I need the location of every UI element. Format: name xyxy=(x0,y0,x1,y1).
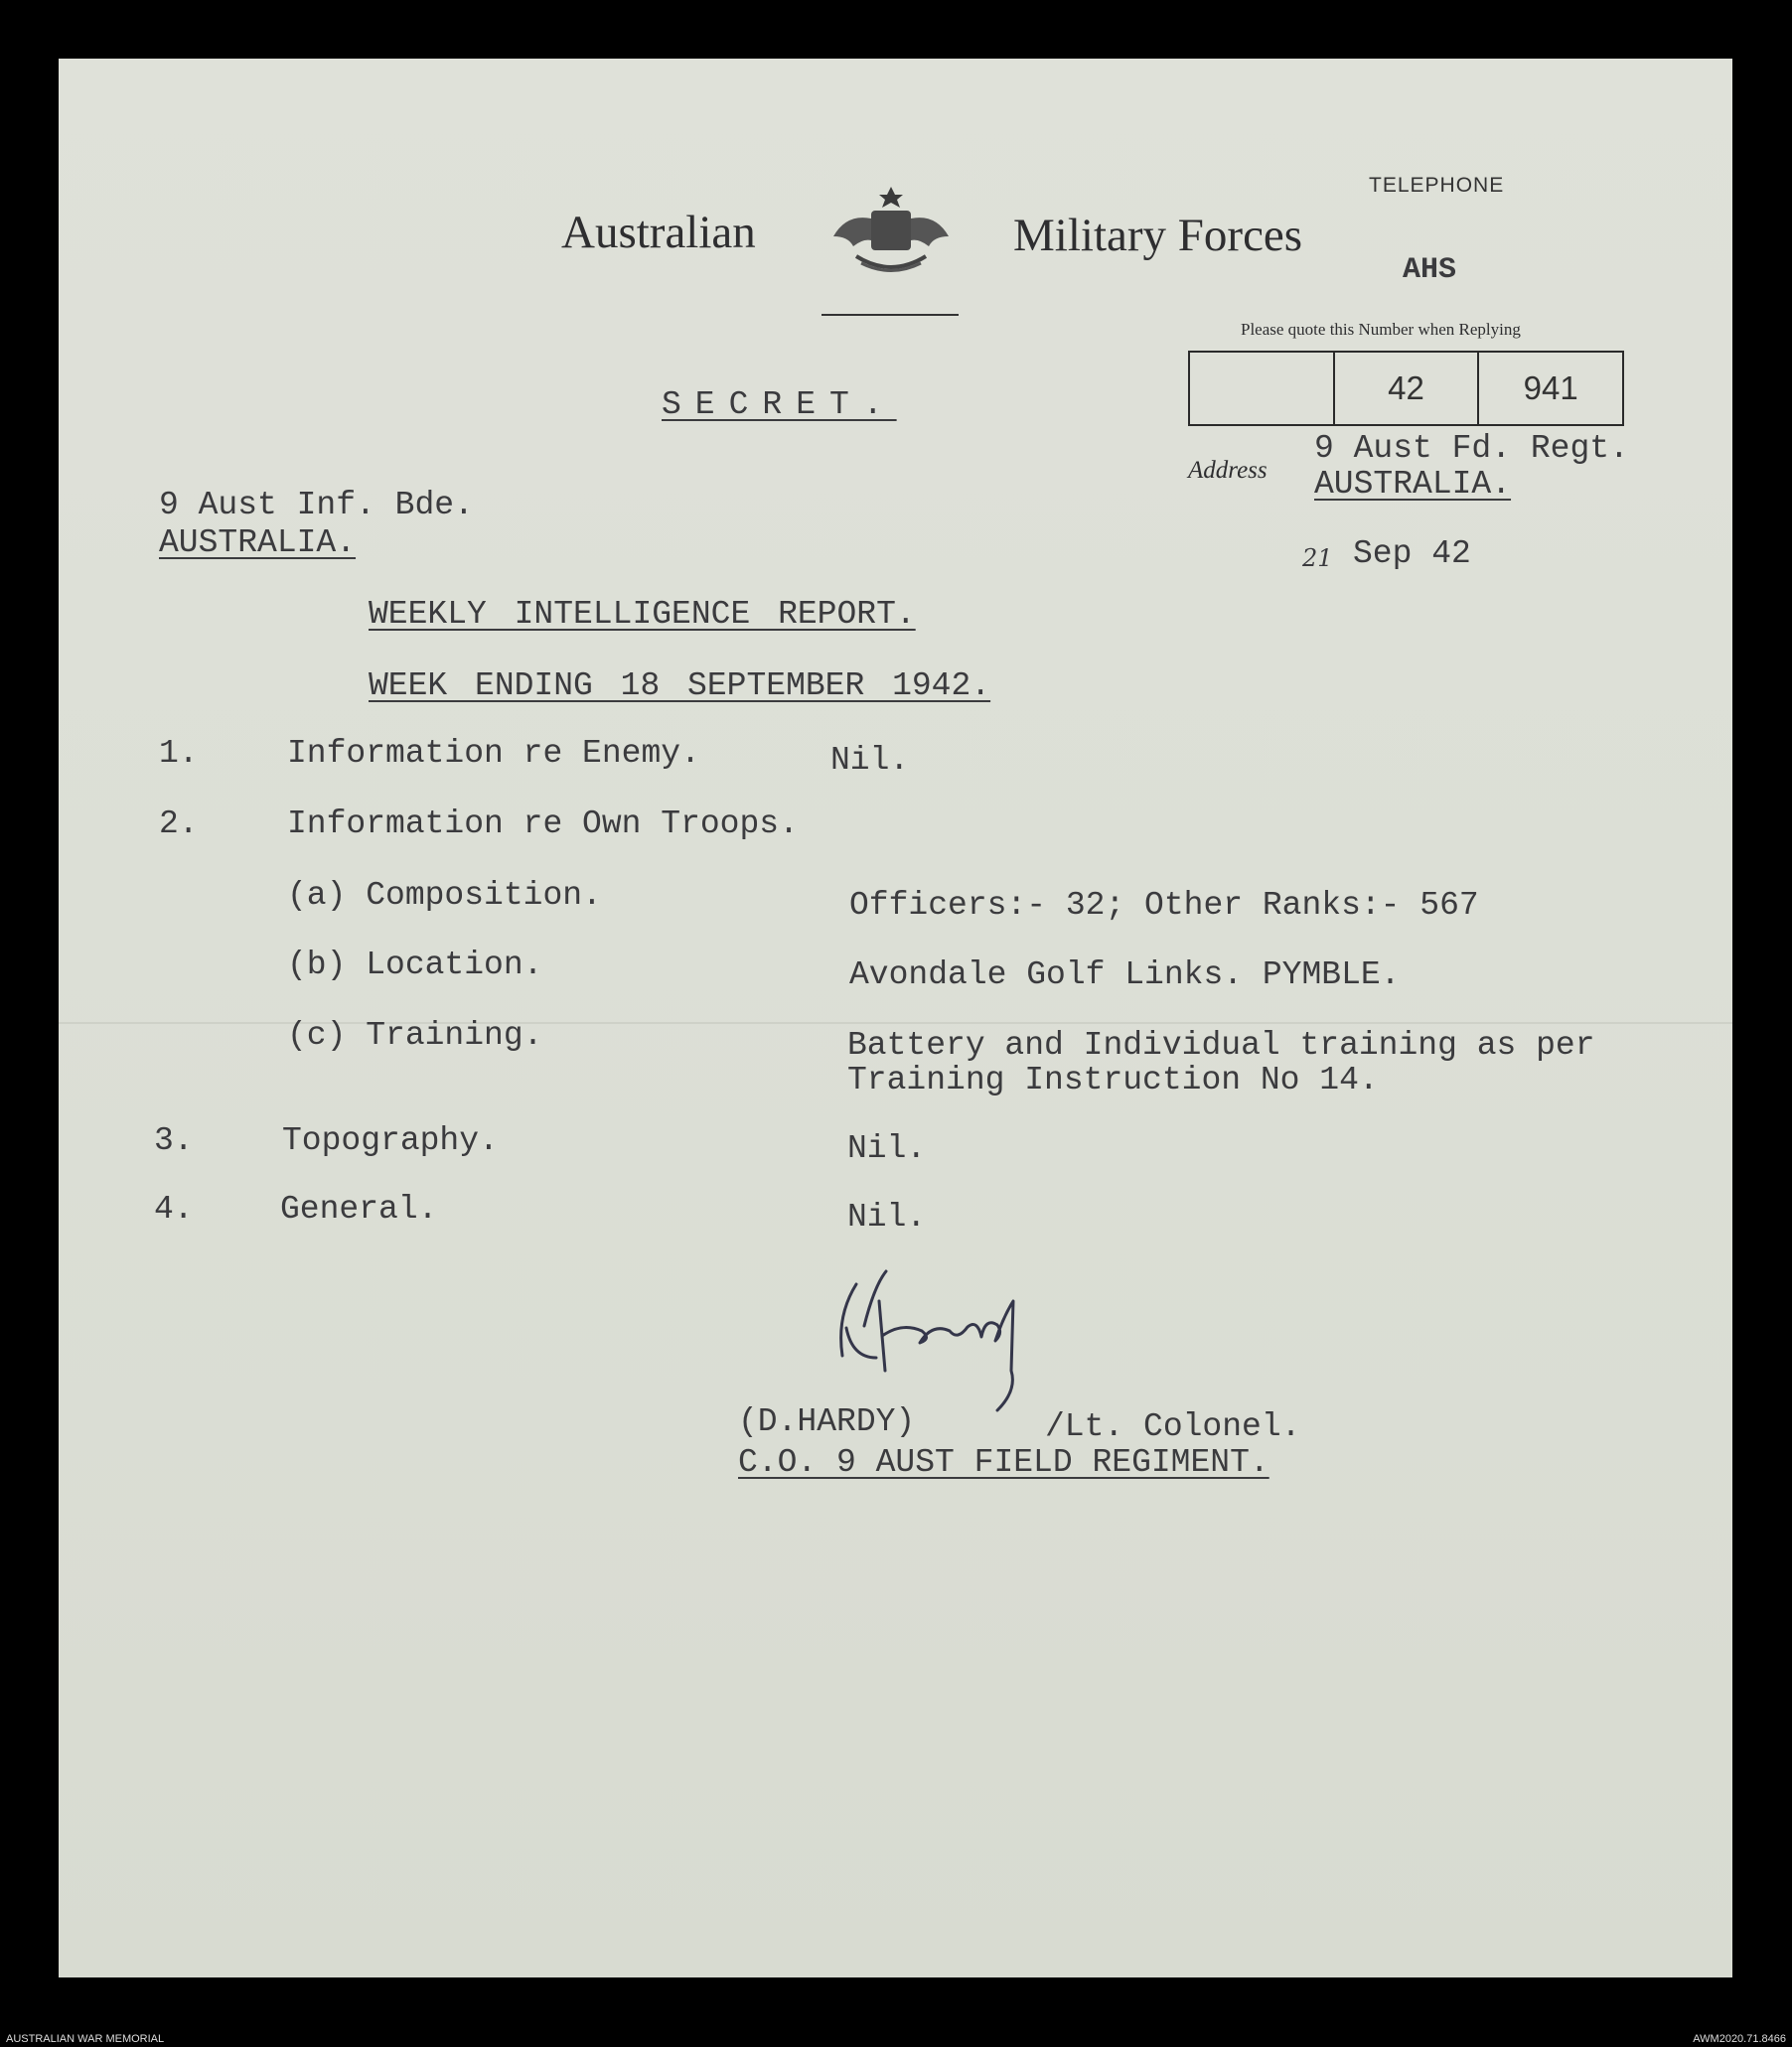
item-label: Information re Own Troops. xyxy=(287,805,799,842)
item-value: Nil. xyxy=(847,1199,927,1236)
item-number: 3. xyxy=(154,1122,194,1159)
signatory-rank: /Lt. Colonel. xyxy=(1045,1408,1301,1445)
item-number: 4. xyxy=(154,1191,194,1228)
item-value: Nil. xyxy=(830,742,910,779)
quote-note: Please quote this Number when Replying xyxy=(1241,320,1521,339)
ref-cell: 42 xyxy=(1335,353,1480,424)
subitem-label: (a) Composition. xyxy=(287,877,602,914)
letterhead-rule xyxy=(821,314,959,316)
item-label: Topography. xyxy=(282,1122,499,1159)
subitem-value: Officers:- 32; Other Ranks:- 567 xyxy=(849,887,1479,924)
footer-reference: AWM2020.71.8466 xyxy=(1693,2033,1786,2045)
reference-number-box xyxy=(1188,351,1624,426)
subitem-value: Avondale Golf Links. PYMBLE. xyxy=(849,956,1401,993)
subitem-label: (c) Training. xyxy=(287,1017,543,1054)
footer-source: AUSTRALIAN WAR MEMORIAL xyxy=(6,2033,165,2045)
item-label: General. xyxy=(280,1191,438,1228)
date: Sep 42 xyxy=(1353,535,1471,572)
ref-cell: 941 xyxy=(1523,369,1578,406)
address-line2: AUSTRALIA. xyxy=(1314,466,1512,503)
telephone-label: TELEPHONE xyxy=(1369,174,1505,197)
item-number: 2. xyxy=(159,805,199,842)
address-line1: 9 Aust Fd. Regt. xyxy=(1314,430,1629,467)
subitem-value: Battery and Individual training as per xyxy=(847,1027,1595,1064)
telephone-value: AHS xyxy=(1403,253,1457,287)
report-subtitle: WEEK ENDING 18 SEPTEMBER 1942. xyxy=(369,667,991,704)
address-label: Address xyxy=(1188,457,1268,484)
item-value: Nil. xyxy=(847,1130,927,1167)
ref-cell xyxy=(1190,353,1335,424)
item-label: Information re Enemy. xyxy=(287,735,700,772)
signatory-unit: C.O. 9 AUST FIELD REGIMENT. xyxy=(738,1444,1269,1481)
recipient-line1: 9 Aust Inf. Bde. xyxy=(159,487,474,523)
report-title: WEEKLY INTELLIGENCE REPORT. xyxy=(369,596,916,633)
handwritten-signature xyxy=(824,1266,1103,1415)
date-handwritten: 21 xyxy=(1302,544,1333,572)
letterhead-right: Military Forces xyxy=(1013,210,1303,261)
recipient-line2: AUSTRALIA. xyxy=(159,524,357,561)
signatory-name: (D.HARDY) xyxy=(738,1403,916,1440)
item-number: 1. xyxy=(159,735,199,772)
classification: SECRET. xyxy=(662,386,897,423)
subitem-label: (b) Location. xyxy=(287,947,543,983)
subitem-value-continued: Training Instruction No 14. xyxy=(847,1062,1379,1098)
letterhead-left: Australian xyxy=(561,207,756,258)
coat-of-arms-icon xyxy=(826,179,956,278)
